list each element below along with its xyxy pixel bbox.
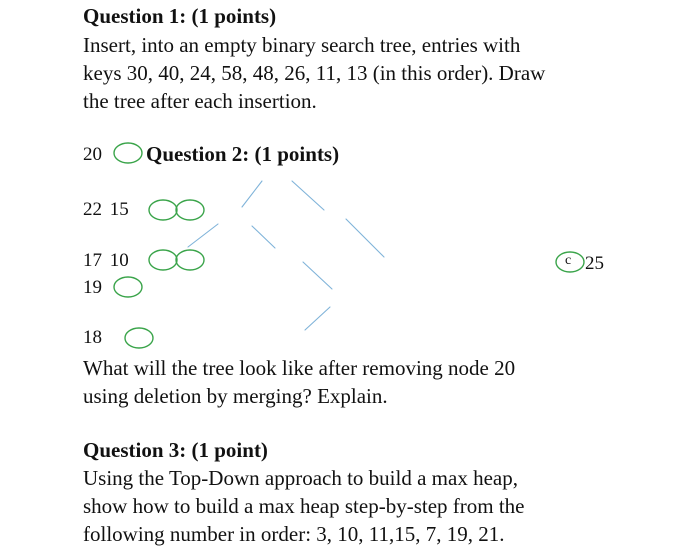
tree-node-circle [176, 200, 204, 220]
tree-row-2-labels: 22 15 [83, 199, 129, 220]
question-3-line-2: show how to build a max heap step-by-step from the [83, 494, 525, 518]
tree-node-root-label: 20 [83, 144, 102, 165]
tree-right-node-label: 25 [585, 253, 604, 274]
tree-node-circle [114, 143, 142, 163]
question-1-line-3: the tree after each insertion. [83, 89, 317, 113]
tree-node-circle [114, 277, 142, 297]
tree-node-circle [176, 250, 204, 270]
question-3-heading: Question 3: (1 point) [83, 438, 268, 462]
question-1-line-1: Insert, into an empty binary search tree, entries with [83, 33, 521, 57]
tree-node-circle [149, 250, 177, 270]
tree-edge [292, 181, 324, 210]
question-2-line-2: using deletion by merging? Explain. [83, 384, 388, 408]
tree-edge [305, 307, 330, 330]
question-3-line-1: Using the Top-Down approach to build a max heap, [83, 466, 518, 490]
tree-edge [303, 262, 332, 289]
tree-node-circle [149, 200, 177, 220]
tree-row-4-label: 19 [83, 277, 102, 298]
question-1-heading: Question 1: (1 points) [83, 4, 277, 28]
question-2-heading: Question 2: (1 points) [146, 142, 340, 166]
tree-node-circle [125, 328, 153, 348]
question-3-line-3: following number in order: 3, 10, 11,15, 7, 19, 21. [83, 522, 505, 546]
tree-right-node-marker: c [565, 253, 572, 268]
question-2-line-1: What will the tree look like after removing node 20 [83, 356, 516, 380]
tree-edge [346, 219, 384, 257]
tree-edge [242, 181, 262, 207]
tree-edge [252, 226, 275, 248]
tree-row-3-labels: 17 10 [83, 250, 129, 271]
tree-row-5-label: 18 [83, 327, 102, 348]
tree-edge [188, 224, 218, 247]
question-1-line-2: keys 30, 40, 24, 58, 48, 26, 11, 13 (in this order). Draw [83, 61, 546, 85]
